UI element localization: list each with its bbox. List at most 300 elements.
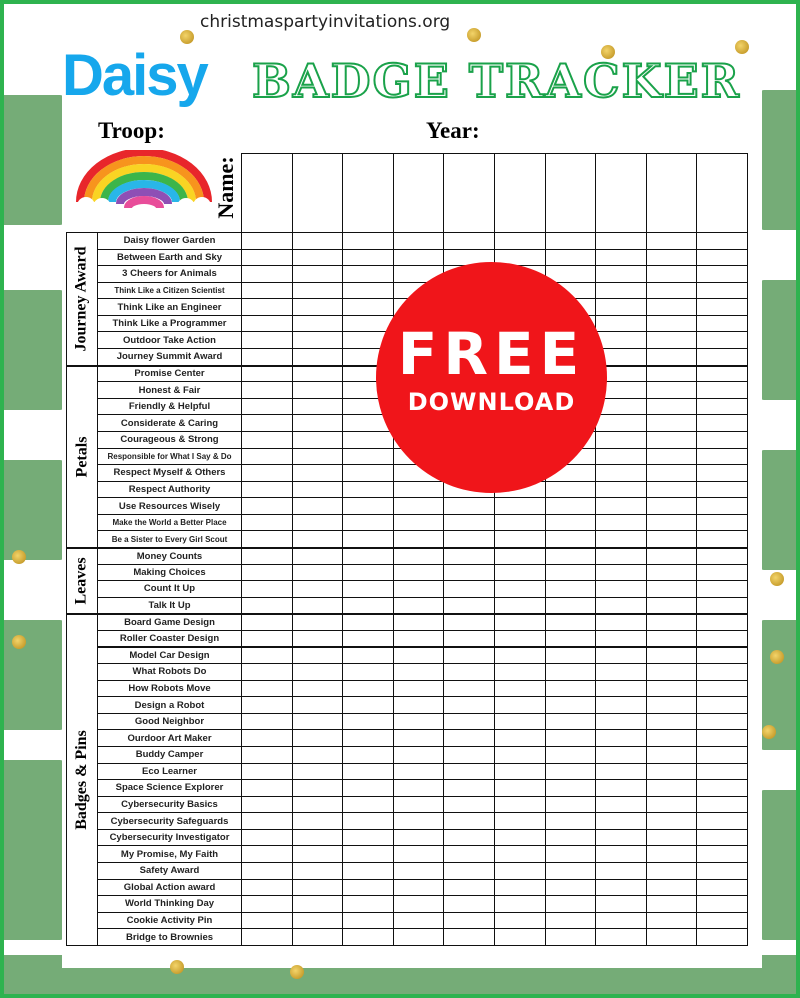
checkbox-cell[interactable]: [595, 232, 647, 250]
checkbox-cell[interactable]: [494, 580, 546, 598]
name-column-header[interactable]: [494, 153, 546, 233]
checkbox-cell[interactable]: [494, 779, 546, 797]
checkbox-cell[interactable]: [646, 862, 698, 880]
checkbox-cell[interactable]: [696, 232, 748, 250]
checkbox-cell[interactable]: [292, 729, 344, 747]
checkbox-cell[interactable]: [342, 564, 394, 582]
checkbox-cell[interactable]: [696, 497, 748, 515]
checkbox-cell[interactable]: [241, 862, 293, 880]
checkbox-cell[interactable]: [595, 481, 647, 499]
checkbox-cell[interactable]: [393, 812, 445, 830]
checkbox-cell[interactable]: [241, 812, 293, 830]
checkbox-cell[interactable]: [342, 497, 394, 515]
checkbox-cell[interactable]: [595, 647, 647, 665]
checkbox-cell[interactable]: [393, 232, 445, 250]
checkbox-cell[interactable]: [545, 829, 597, 847]
checkbox-cell[interactable]: [393, 862, 445, 880]
checkbox-cell[interactable]: [443, 796, 495, 814]
checkbox-cell[interactable]: [595, 879, 647, 897]
checkbox-cell[interactable]: [292, 746, 344, 764]
checkbox-cell[interactable]: [292, 481, 344, 499]
checkbox-cell[interactable]: [696, 547, 748, 565]
checkbox-cell[interactable]: [494, 547, 546, 565]
checkbox-cell[interactable]: [393, 630, 445, 648]
checkbox-cell[interactable]: [443, 729, 495, 747]
checkbox-cell[interactable]: [595, 812, 647, 830]
checkbox-cell[interactable]: [241, 282, 293, 300]
checkbox-cell[interactable]: [545, 497, 597, 515]
checkbox-cell[interactable]: [292, 232, 344, 250]
checkbox-cell[interactable]: [342, 448, 394, 466]
checkbox-cell[interactable]: [646, 381, 698, 399]
checkbox-cell[interactable]: [292, 613, 344, 631]
checkbox-cell[interactable]: [342, 547, 394, 565]
checkbox-cell[interactable]: [241, 448, 293, 466]
checkbox-cell[interactable]: [595, 613, 647, 631]
checkbox-cell[interactable]: [595, 746, 647, 764]
checkbox-cell[interactable]: [342, 298, 394, 316]
checkbox-cell[interactable]: [292, 663, 344, 681]
name-column-header[interactable]: [292, 153, 344, 233]
checkbox-cell[interactable]: [443, 597, 495, 615]
checkbox-cell[interactable]: [393, 928, 445, 946]
checkbox-cell[interactable]: [241, 431, 293, 449]
name-column-header[interactable]: [545, 153, 597, 233]
name-column-header[interactable]: [443, 153, 495, 233]
checkbox-cell[interactable]: [241, 315, 293, 333]
checkbox-cell[interactable]: [342, 530, 394, 548]
checkbox-cell[interactable]: [241, 746, 293, 764]
checkbox-cell[interactable]: [443, 564, 495, 582]
checkbox-cell[interactable]: [342, 630, 394, 648]
checkbox-cell[interactable]: [646, 265, 698, 283]
checkbox-cell[interactable]: [494, 663, 546, 681]
checkbox-cell[interactable]: [393, 497, 445, 515]
checkbox-cell[interactable]: [545, 713, 597, 731]
checkbox-cell[interactable]: [292, 414, 344, 432]
checkbox-cell[interactable]: [443, 630, 495, 648]
checkbox-cell[interactable]: [696, 464, 748, 482]
checkbox-cell[interactable]: [241, 331, 293, 349]
checkbox-cell[interactable]: [292, 713, 344, 731]
checkbox-cell[interactable]: [443, 812, 495, 830]
checkbox-cell[interactable]: [241, 464, 293, 482]
checkbox-cell[interactable]: [646, 680, 698, 698]
checkbox-cell[interactable]: [292, 398, 344, 416]
checkbox-cell[interactable]: [443, 232, 495, 250]
checkbox-cell[interactable]: [696, 282, 748, 300]
checkbox-cell[interactable]: [443, 663, 495, 681]
checkbox-cell[interactable]: [595, 713, 647, 731]
checkbox-cell[interactable]: [342, 282, 394, 300]
checkbox-cell[interactable]: [342, 729, 394, 747]
checkbox-cell[interactable]: [241, 845, 293, 863]
checkbox-cell[interactable]: [342, 597, 394, 615]
checkbox-cell[interactable]: [241, 414, 293, 432]
checkbox-cell[interactable]: [595, 282, 647, 300]
checkbox-cell[interactable]: [646, 597, 698, 615]
checkbox-cell[interactable]: [545, 514, 597, 532]
checkbox-cell[interactable]: [443, 696, 495, 714]
checkbox-cell[interactable]: [646, 812, 698, 830]
checkbox-cell[interactable]: [241, 680, 293, 698]
checkbox-cell[interactable]: [393, 597, 445, 615]
checkbox-cell[interactable]: [292, 912, 344, 930]
checkbox-cell[interactable]: [292, 431, 344, 449]
checkbox-cell[interactable]: [241, 647, 293, 665]
checkbox-cell[interactable]: [494, 613, 546, 631]
checkbox-cell[interactable]: [393, 564, 445, 582]
checkbox-cell[interactable]: [545, 232, 597, 250]
checkbox-cell[interactable]: [342, 431, 394, 449]
checkbox-cell[interactable]: [696, 845, 748, 863]
checkbox-cell[interactable]: [595, 597, 647, 615]
checkbox-cell[interactable]: [393, 514, 445, 532]
checkbox-cell[interactable]: [494, 232, 546, 250]
checkbox-cell[interactable]: [545, 663, 597, 681]
checkbox-cell[interactable]: [494, 912, 546, 930]
checkbox-cell[interactable]: [646, 564, 698, 582]
checkbox-cell[interactable]: [646, 696, 698, 714]
checkbox-cell[interactable]: [241, 232, 293, 250]
checkbox-cell[interactable]: [696, 630, 748, 648]
checkbox-cell[interactable]: [443, 713, 495, 731]
checkbox-cell[interactable]: [696, 663, 748, 681]
checkbox-cell[interactable]: [393, 713, 445, 731]
checkbox-cell[interactable]: [696, 514, 748, 532]
checkbox-cell[interactable]: [696, 713, 748, 731]
checkbox-cell[interactable]: [292, 331, 344, 349]
checkbox-cell[interactable]: [595, 265, 647, 283]
checkbox-cell[interactable]: [545, 879, 597, 897]
checkbox-cell[interactable]: [595, 663, 647, 681]
checkbox-cell[interactable]: [241, 265, 293, 283]
checkbox-cell[interactable]: [292, 763, 344, 781]
checkbox-cell[interactable]: [696, 348, 748, 366]
checkbox-cell[interactable]: [342, 696, 394, 714]
checkbox-cell[interactable]: [646, 464, 698, 482]
checkbox-cell[interactable]: [241, 481, 293, 499]
checkbox-cell[interactable]: [393, 663, 445, 681]
checkbox-cell[interactable]: [443, 680, 495, 698]
checkbox-cell[interactable]: [342, 829, 394, 847]
checkbox-cell[interactable]: [696, 597, 748, 615]
checkbox-cell[interactable]: [292, 630, 344, 648]
checkbox-cell[interactable]: [646, 232, 698, 250]
checkbox-cell[interactable]: [443, 763, 495, 781]
checkbox-cell[interactable]: [443, 746, 495, 764]
checkbox-cell[interactable]: [342, 845, 394, 863]
checkbox-cell[interactable]: [595, 912, 647, 930]
checkbox-cell[interactable]: [393, 647, 445, 665]
checkbox-cell[interactable]: [595, 464, 647, 482]
checkbox-cell[interactable]: [696, 895, 748, 913]
checkbox-cell[interactable]: [646, 845, 698, 863]
name-column-header[interactable]: [393, 153, 445, 233]
checkbox-cell[interactable]: [595, 514, 647, 532]
checkbox-cell[interactable]: [443, 580, 495, 598]
checkbox-cell[interactable]: [545, 763, 597, 781]
checkbox-cell[interactable]: [241, 829, 293, 847]
checkbox-cell[interactable]: [646, 414, 698, 432]
checkbox-cell[interactable]: [443, 912, 495, 930]
checkbox-cell[interactable]: [646, 530, 698, 548]
checkbox-cell[interactable]: [696, 613, 748, 631]
checkbox-cell[interactable]: [696, 746, 748, 764]
checkbox-cell[interactable]: [696, 829, 748, 847]
checkbox-cell[interactable]: [342, 663, 394, 681]
checkbox-cell[interactable]: [646, 763, 698, 781]
checkbox-cell[interactable]: [443, 547, 495, 565]
checkbox-cell[interactable]: [241, 696, 293, 714]
checkbox-cell[interactable]: [595, 763, 647, 781]
checkbox-cell[interactable]: [595, 680, 647, 698]
checkbox-cell[interactable]: [292, 829, 344, 847]
checkbox-cell[interactable]: [696, 298, 748, 316]
checkbox-cell[interactable]: [241, 530, 293, 548]
checkbox-cell[interactable]: [393, 547, 445, 565]
checkbox-cell[interactable]: [494, 796, 546, 814]
checkbox-cell[interactable]: [342, 232, 394, 250]
checkbox-cell[interactable]: [292, 365, 344, 383]
checkbox-cell[interactable]: [545, 895, 597, 913]
checkbox-cell[interactable]: [494, 812, 546, 830]
checkbox-cell[interactable]: [241, 381, 293, 399]
checkbox-cell[interactable]: [494, 862, 546, 880]
checkbox-cell[interactable]: [342, 763, 394, 781]
checkbox-cell[interactable]: [241, 497, 293, 515]
checkbox-cell[interactable]: [292, 895, 344, 913]
checkbox-cell[interactable]: [342, 249, 394, 267]
checkbox-cell[interactable]: [494, 713, 546, 731]
checkbox-cell[interactable]: [241, 580, 293, 598]
checkbox-cell[interactable]: [545, 779, 597, 797]
checkbox-cell[interactable]: [696, 779, 748, 797]
checkbox-cell[interactable]: [545, 796, 597, 814]
checkbox-cell[interactable]: [646, 829, 698, 847]
checkbox-cell[interactable]: [696, 431, 748, 449]
checkbox-cell[interactable]: [545, 729, 597, 747]
checkbox-cell[interactable]: [443, 530, 495, 548]
checkbox-cell[interactable]: [443, 779, 495, 797]
checkbox-cell[interactable]: [696, 315, 748, 333]
checkbox-cell[interactable]: [696, 912, 748, 930]
checkbox-cell[interactable]: [241, 729, 293, 747]
checkbox-cell[interactable]: [646, 895, 698, 913]
checkbox-cell[interactable]: [393, 481, 445, 499]
checkbox-cell[interactable]: [292, 464, 344, 482]
checkbox-cell[interactable]: [241, 630, 293, 648]
checkbox-cell[interactable]: [342, 481, 394, 499]
checkbox-cell[interactable]: [696, 928, 748, 946]
checkbox-cell[interactable]: [696, 696, 748, 714]
checkbox-cell[interactable]: [241, 514, 293, 532]
checkbox-cell[interactable]: [342, 746, 394, 764]
checkbox-cell[interactable]: [494, 630, 546, 648]
checkbox-cell[interactable]: [292, 265, 344, 283]
checkbox-cell[interactable]: [342, 464, 394, 482]
checkbox-cell[interactable]: [393, 249, 445, 267]
checkbox-cell[interactable]: [696, 381, 748, 399]
checkbox-cell[interactable]: [292, 845, 344, 863]
checkbox-cell[interactable]: [494, 497, 546, 515]
checkbox-cell[interactable]: [595, 414, 647, 432]
checkbox-cell[interactable]: [595, 895, 647, 913]
checkbox-cell[interactable]: [443, 879, 495, 897]
checkbox-cell[interactable]: [241, 365, 293, 383]
checkbox-cell[interactable]: [393, 680, 445, 698]
checkbox-cell[interactable]: [646, 431, 698, 449]
checkbox-cell[interactable]: [241, 895, 293, 913]
checkbox-cell[interactable]: [646, 348, 698, 366]
checkbox-cell[interactable]: [342, 812, 394, 830]
checkbox-cell[interactable]: [646, 912, 698, 930]
checkbox-cell[interactable]: [494, 530, 546, 548]
free-download-badge[interactable]: [376, 262, 607, 493]
checkbox-cell[interactable]: [241, 597, 293, 615]
checkbox-cell[interactable]: [241, 928, 293, 946]
checkbox-cell[interactable]: [595, 431, 647, 449]
checkbox-cell[interactable]: [696, 530, 748, 548]
checkbox-cell[interactable]: [393, 845, 445, 863]
checkbox-cell[interactable]: [545, 249, 597, 267]
checkbox-cell[interactable]: [595, 580, 647, 598]
checkbox-cell[interactable]: [292, 796, 344, 814]
checkbox-cell[interactable]: [494, 564, 546, 582]
checkbox-cell[interactable]: [443, 497, 495, 515]
checkbox-cell[interactable]: [494, 746, 546, 764]
checkbox-cell[interactable]: [292, 249, 344, 267]
checkbox-cell[interactable]: [292, 530, 344, 548]
checkbox-cell[interactable]: [393, 829, 445, 847]
checkbox-cell[interactable]: [494, 597, 546, 615]
checkbox-cell[interactable]: [646, 497, 698, 515]
checkbox-cell[interactable]: [545, 481, 597, 499]
checkbox-cell[interactable]: [342, 514, 394, 532]
checkbox-cell[interactable]: [292, 862, 344, 880]
checkbox-cell[interactable]: [545, 564, 597, 582]
checkbox-cell[interactable]: [494, 680, 546, 698]
checkbox-cell[interactable]: [696, 729, 748, 747]
checkbox-cell[interactable]: [241, 564, 293, 582]
checkbox-cell[interactable]: [342, 647, 394, 665]
checkbox-cell[interactable]: [646, 331, 698, 349]
checkbox-cell[interactable]: [595, 829, 647, 847]
checkbox-cell[interactable]: [393, 746, 445, 764]
checkbox-cell[interactable]: [646, 315, 698, 333]
checkbox-cell[interactable]: [595, 630, 647, 648]
checkbox-cell[interactable]: [646, 481, 698, 499]
checkbox-cell[interactable]: [646, 779, 698, 797]
checkbox-cell[interactable]: [646, 796, 698, 814]
checkbox-cell[interactable]: [241, 298, 293, 316]
checkbox-cell[interactable]: [292, 680, 344, 698]
checkbox-cell[interactable]: [595, 547, 647, 565]
checkbox-cell[interactable]: [241, 879, 293, 897]
checkbox-cell[interactable]: [545, 580, 597, 598]
checkbox-cell[interactable]: [443, 928, 495, 946]
checkbox-cell[interactable]: [292, 448, 344, 466]
checkbox-cell[interactable]: [595, 448, 647, 466]
checkbox-cell[interactable]: [342, 796, 394, 814]
checkbox-cell[interactable]: [292, 315, 344, 333]
checkbox-cell[interactable]: [342, 713, 394, 731]
checkbox-cell[interactable]: [342, 895, 394, 913]
checkbox-cell[interactable]: [494, 729, 546, 747]
checkbox-cell[interactable]: [292, 879, 344, 897]
checkbox-cell[interactable]: [393, 879, 445, 897]
name-column-header[interactable]: [696, 153, 748, 233]
checkbox-cell[interactable]: [443, 895, 495, 913]
checkbox-cell[interactable]: [342, 265, 394, 283]
checkbox-cell[interactable]: [646, 249, 698, 267]
checkbox-cell[interactable]: [696, 796, 748, 814]
checkbox-cell[interactable]: [292, 696, 344, 714]
checkbox-cell[interactable]: [494, 879, 546, 897]
checkbox-cell[interactable]: [393, 796, 445, 814]
checkbox-cell[interactable]: [292, 597, 344, 615]
checkbox-cell[interactable]: [595, 696, 647, 714]
checkbox-cell[interactable]: [292, 779, 344, 797]
checkbox-cell[interactable]: [241, 348, 293, 366]
checkbox-cell[interactable]: [443, 862, 495, 880]
checkbox-cell[interactable]: [696, 564, 748, 582]
checkbox-cell[interactable]: [292, 381, 344, 399]
checkbox-cell[interactable]: [595, 530, 647, 548]
checkbox-cell[interactable]: [494, 514, 546, 532]
checkbox-cell[interactable]: [494, 845, 546, 863]
checkbox-cell[interactable]: [646, 879, 698, 897]
checkbox-cell[interactable]: [646, 630, 698, 648]
checkbox-cell[interactable]: [443, 845, 495, 863]
checkbox-cell[interactable]: [494, 895, 546, 913]
name-column-header[interactable]: [241, 153, 293, 233]
checkbox-cell[interactable]: [646, 365, 698, 383]
checkbox-cell[interactable]: [292, 298, 344, 316]
checkbox-cell[interactable]: [545, 746, 597, 764]
checkbox-cell[interactable]: [241, 547, 293, 565]
checkbox-cell[interactable]: [393, 895, 445, 913]
checkbox-cell[interactable]: [494, 696, 546, 714]
checkbox-cell[interactable]: [342, 862, 394, 880]
checkbox-cell[interactable]: [393, 530, 445, 548]
checkbox-cell[interactable]: [646, 729, 698, 747]
checkbox-cell[interactable]: [393, 763, 445, 781]
checkbox-cell[interactable]: [696, 365, 748, 383]
checkbox-cell[interactable]: [241, 779, 293, 797]
checkbox-cell[interactable]: [241, 663, 293, 681]
checkbox-cell[interactable]: [595, 862, 647, 880]
checkbox-cell[interactable]: [545, 547, 597, 565]
checkbox-cell[interactable]: [595, 249, 647, 267]
checkbox-cell[interactable]: [342, 912, 394, 930]
checkbox-cell[interactable]: [595, 928, 647, 946]
checkbox-cell[interactable]: [545, 530, 597, 548]
checkbox-cell[interactable]: [696, 862, 748, 880]
checkbox-cell[interactable]: [646, 647, 698, 665]
checkbox-cell[interactable]: [292, 514, 344, 532]
checkbox-cell[interactable]: [342, 928, 394, 946]
checkbox-cell[interactable]: [494, 763, 546, 781]
checkbox-cell[interactable]: [545, 928, 597, 946]
checkbox-cell[interactable]: [696, 680, 748, 698]
checkbox-cell[interactable]: [696, 647, 748, 665]
checkbox-cell[interactable]: [646, 514, 698, 532]
checkbox-cell[interactable]: [696, 448, 748, 466]
checkbox-cell[interactable]: [494, 928, 546, 946]
checkbox-cell[interactable]: [545, 812, 597, 830]
checkbox-cell[interactable]: [696, 580, 748, 598]
